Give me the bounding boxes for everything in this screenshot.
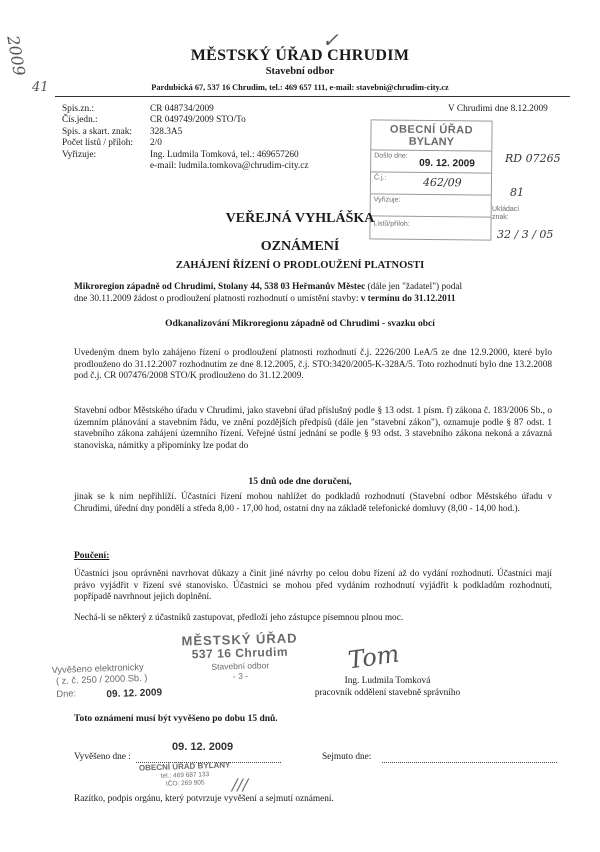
office-stamp xyxy=(169,630,310,683)
stamp-number-1: RD 07265 xyxy=(505,152,561,165)
removed-dots xyxy=(382,762,557,763)
bylany-stamp-line2: tel.: 469 687 133 xyxy=(160,770,210,780)
heading-proceedings: ZAHÁJENÍ ŘÍZENÍ O PRODLOUŽENÍ PLATNOSTI xyxy=(175,260,425,271)
bylany-stamp-line1: OBECNÍ ÚŘAD BYLANY xyxy=(138,760,231,773)
bylany-posting-stamp xyxy=(130,761,241,790)
metadata-value: e-mail: ludmila.tomkova@chrudim-city.cz xyxy=(150,161,309,172)
document-date: V Chrudimi dne 8.12.2009 xyxy=(448,104,548,114)
deadline-statement: 15 dnů ode dne doručení, xyxy=(248,476,352,487)
signature: Tom xyxy=(346,639,402,675)
stamp-prilohy-label: Listů/příloh: xyxy=(373,220,410,228)
electronic-stamp-date: 09. 12. 2009 xyxy=(106,687,163,701)
posted-date: 09. 12. 2009 xyxy=(172,741,234,753)
metadata-label xyxy=(62,161,150,172)
electronic-posting-stamp xyxy=(51,661,172,701)
department-name: Stavební odbor xyxy=(265,66,335,77)
metadata-value: 328.3A5 xyxy=(150,126,183,137)
posting-duration-notice: Toto oznámení musí být vyvěšeno po dobu 15 dnů. xyxy=(74,714,278,724)
paragraph-3: jinak se k nim nepřihlíží. Účastníci řízení mohou nahlížet do podkladů rozhodnutí (Stavební odbor Městského úřadu v Chrudimi, úřední dny pondělí a středa 8,00 - 17,00 hod, ostatní dny na základě telefonické domluvy (8,00 - 14,00 hod.). xyxy=(74,492,552,514)
removed-label: Sejmuto dne: xyxy=(322,752,372,762)
metadata-value: 2/0 xyxy=(150,138,162,149)
project-name: Odkanalizování Mikroregionu západně od Chrudimi - svazku obcí xyxy=(165,319,435,329)
bylany-stamp-line3: IČO: 269 905 xyxy=(165,779,205,788)
metadata-label: Spis. a skart. znak: xyxy=(62,126,132,137)
stamp-vyrizuje-label: Vyřizuje: xyxy=(373,196,401,204)
electronic-stamp-dne: Dne: xyxy=(56,688,77,699)
metadata-row xyxy=(62,127,308,138)
handwritten-year-note: 2009 xyxy=(3,34,30,78)
stamp-cj-label: Č.j.: xyxy=(373,174,387,182)
file-metadata xyxy=(62,104,308,172)
office-stamp-line2: 537 16 Chrudim xyxy=(191,644,289,662)
header-rule xyxy=(55,96,570,97)
metadata-label: Čís.jedn.: xyxy=(62,115,98,126)
intro-text-1: (dále jen "žadatel") podal xyxy=(365,282,463,292)
bylany-signature: ∕/∕ xyxy=(232,775,249,794)
office-stamp-line4: - 3 - xyxy=(232,670,249,682)
electronic-stamp-line2: ( z. č. 250 / 2000 Sb. ) xyxy=(55,672,148,686)
metadata-label: Počet listů / příloh: xyxy=(62,138,134,149)
paragraph-2: Stavební odbor Městského úřadu v Chrudimi, jako stavební úřad příslušný podle § 13 odst. 1 písm. f) zákona č. 183/2006 Sb., o územním plánování a stavebním řádu, ve znění pozdějších předpisů (dále jen "stavební zákon"), oznamuje podle § 87 odst. 1 stavebního zákona zahájení územního řízení. Veřejné ústní jednání se podle § 93 odst. 3 stavebního zákona nekoná a závazná stanoviska, námitky a připomínky lze podat do xyxy=(74,406,552,451)
metadata-label: Spis.zn.: xyxy=(62,104,95,114)
office-name: MĚSTSKÝ ÚŘAD CHRUDIM xyxy=(190,47,410,64)
stamp-cj-row xyxy=(371,171,491,194)
stamp-date-row xyxy=(371,149,491,172)
metadata-row xyxy=(62,150,308,161)
office-stamp-line3: Stavební odbor xyxy=(211,660,270,672)
metadata-row xyxy=(62,161,308,172)
electronic-stamp-line1: Vyvěšeno elektronicky xyxy=(51,661,144,676)
closing-note: Razítko, podpis orgánu, který potvrzuje vyvěšení a sejmutí oznámení. xyxy=(74,794,334,804)
metadata-value: Ing. Ludmila Tomková, tel.: 469657260 xyxy=(150,149,299,160)
received-stamp-title: OBECNÍ ÚŘAD xyxy=(389,123,474,137)
stamp-date-value: 09. 12. 2009 xyxy=(419,157,475,170)
applicant-name: Mikroregion západně od Chrudimi, Stolany 44, 538 03 Heřmanův Městec xyxy=(74,282,366,292)
metadata-value: CR 049749/2009 STO/To xyxy=(150,115,246,126)
instruction-heading: Poučení: xyxy=(74,551,110,561)
posted-label: Vyvěšeno dne : xyxy=(74,752,131,762)
stamp-cj-value: 462/09 xyxy=(422,175,462,190)
stamp-ukladaci-label: Ukládací znak: xyxy=(492,206,520,221)
intro-paragraph xyxy=(74,282,552,305)
metadata-label: Vyřizuje: xyxy=(62,149,97,160)
signatory-role: pracovník oddělení stavebně správního xyxy=(314,688,461,698)
metadata-row xyxy=(62,115,308,126)
heading-public-notice: VEŘEJNÁ VYHLÁŠKA xyxy=(225,211,375,226)
stamp-number-2: 81 xyxy=(510,186,524,199)
office-stamp-line1: MĚSTSKÝ ÚŘAD xyxy=(181,630,298,649)
handwritten-checkmark: ✓ xyxy=(322,28,339,52)
heading-announcement: OZNÁMENÍ xyxy=(260,239,340,254)
intro-text-2: dne 30.11.2009 žádost o prodloužení platnosti rozhodnutí o umístění stavby: xyxy=(74,293,361,304)
metadata-row xyxy=(62,104,308,115)
paragraph-5: Nechá-li se některý z účastníků zastupovat, předloží jeho zástupce písemnou plnou moc. xyxy=(74,613,404,623)
received-stamp-village: BYLANY xyxy=(408,135,455,149)
metadata-row xyxy=(62,138,308,149)
stamp-date-label: Došlo dne: xyxy=(374,152,408,160)
stamp-number-4: 32 / 3 / 05 xyxy=(497,228,554,241)
metadata-value: CR 048734/2009 xyxy=(150,104,214,114)
signatory-name: Ing. Ludmila Tomková xyxy=(344,676,431,686)
office-address: Pardubická 67, 537 16 Chrudim, tel.: 469 657 111, e-mail: stavebni@chrudim-city.cz xyxy=(151,83,449,92)
handwritten-number-note: 41 xyxy=(32,80,49,95)
intro-deadline: v termínu do 31.12.2011 xyxy=(360,293,456,304)
paragraph-1: Uvedeným dnem bylo zahájeno řízení o prodloužení platnosti rozhodnutí č.j. 2226/200 LeA/5 ze dne 12.9.2000, které bylo prodlouženo do 31.12.2007 rozhodnutím ze dne 8.12.2005, č.j. STO:3420/2005-K-328A/5. Toto rozhodnutí bylo dne 13.2.2008 pod č.j. CR 007476/2008 STO/K prodlouženo do 31.12.2009. xyxy=(74,348,552,382)
paragraph-4: Účastníci jsou oprávněni navrhovat důkazy a činit jiné návrhy po celou dobu řízení až do vydání rozhodnutí. Účastníci mají právo vyjádřit v řízení své stanovisko. Účastníci se mohou před vydáním rozhodnutí vyjádřit k podkladům rozhodnutí, popřípadě navrhnout jejich doplnění. xyxy=(74,569,552,603)
